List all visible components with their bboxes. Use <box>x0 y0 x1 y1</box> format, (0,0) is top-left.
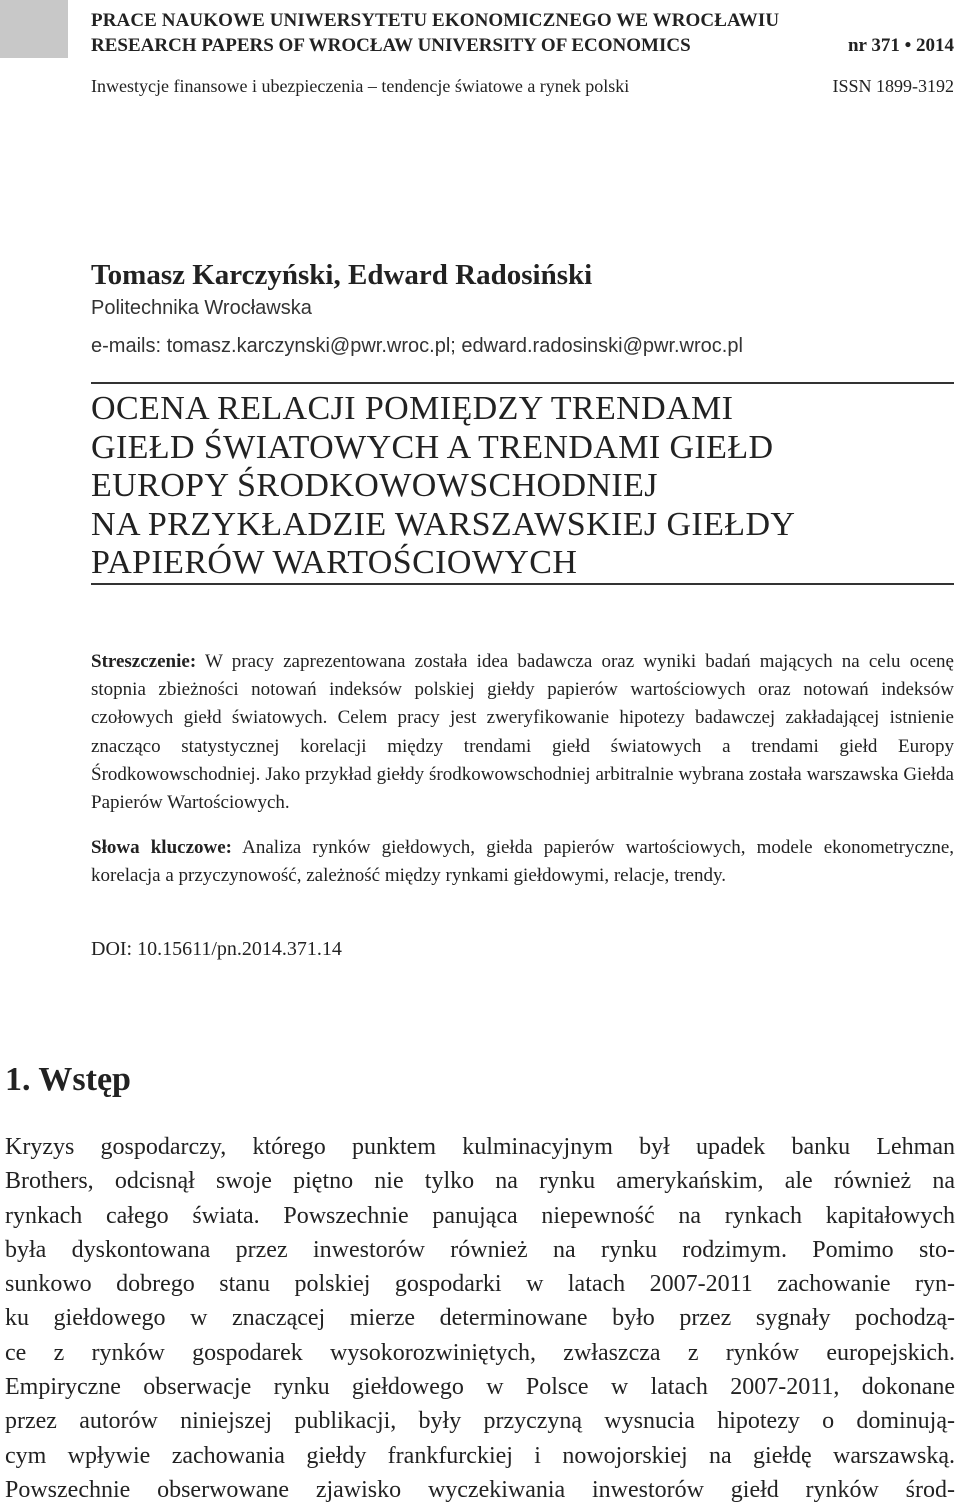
title-line: OCENA RELACJI POMIĘDZY TRENDAMI <box>91 390 734 427</box>
body-line: sunkowo dobrego stanu polskiej gospodarki w latach 2007-2011 zachowanie ryn- <box>5 1271 955 1298</box>
title-line: PAPIERÓW WARTOŚCIOWYCH <box>91 544 578 581</box>
body-line: ce z rynków gospodarek wysokorozwiniętych, zwłaszcza z rynków europejskich. <box>5 1339 955 1366</box>
section-heading: 1. Wstęp <box>5 1061 131 1098</box>
body-line: cym wpływie zachowania giełdy frankfurckiej i nowojorskiej na giełdę warszawską. <box>5 1442 955 1469</box>
body-line: Powszechnie obserwowane zjawisko wyczekiwania inwestorów giełd rynków środ- <box>5 1476 955 1503</box>
body-paragraph <box>5 1130 955 1507</box>
series-title: Inwestycje finansowe i ubezpieczenia – tendencje światowe a rynek polski <box>91 76 630 96</box>
body-line: Kryzys gospodarczy, którego punktem kulminacyjnym był upadek banku Lehman <box>5 1134 955 1160</box>
abstract-label: Streszczenie: <box>91 651 197 672</box>
body-line: Empiryczne obserwacje rynku giełdowego w Polsce w latach 2007-2011, dokonane <box>5 1374 955 1401</box>
keywords-label: Słowa kluczowe: <box>91 837 233 858</box>
journal-name-polish: PRACE NAUKOWE UNIWERSYTETU EKONOMICZNEGO WE WROCŁAWIU <box>91 10 780 31</box>
title-rule-bottom <box>91 583 954 585</box>
abstract <box>91 648 954 817</box>
title-rule-top <box>91 382 954 384</box>
header-gray-block <box>0 0 68 58</box>
keywords <box>91 834 954 890</box>
title-line: NA PRZYKŁADZIE WARSZAWSKIEJ GIEŁDY <box>91 505 796 543</box>
abstract-text: W pracy zaprezentowana została idea badawcza oraz wyniki badań mających na celu ocenę stopnia zbieżności notowań indeksów polskiej giełdy papierów wartościowych oraz notowań indeksów czołowych giełd światowych. Celem pracy jest zweryfikowanie hipotezy badawczej zakładającej istnienie znacząco statystycznej korelacji między trendami giełd światowych a trendami giełd Europy Środkowowschodniej. Jako przykład giełdy środkowowschodniej arbitralnie wybrana została warszawska Giełda Papierów Wartościowych. <box>91 651 954 814</box>
title-line: EUROPY ŚRODKOWOWSCHODNIEJ <box>91 467 658 504</box>
issue-number: nr 371 • 2014 <box>847 35 954 56</box>
article-title <box>91 390 795 583</box>
journal-name-english: RESEARCH PAPERS OF WROCŁAW UNIVERSITY OF ECONOMICS <box>91 35 691 56</box>
body-line: Brothers, odcisnął swoje piętno nie tylko na rynku amerykańskim, ale również na <box>5 1168 955 1195</box>
issn: ISSN 1899-3192 <box>832 76 954 96</box>
body-line: była dyskontowana przez inwestorów również na rynku rodzimym. Pomimo sto- <box>5 1236 955 1263</box>
author-emails: e-mails: tomasz.karczynski@pwr.wroc.pl; edward.radosinski@pwr.wroc.pl <box>91 335 743 357</box>
author-names: Tomasz Karczyński, Edward Radosiński <box>91 259 593 291</box>
body-line: przez autorów niniejszej publikacji, były przyczyną wysnucia hipotezy o dominują- <box>5 1408 955 1435</box>
title-line: GIEŁD ŚWIATOWYCH A TRENDAMI GIEŁD <box>91 428 774 466</box>
keywords-text: Analiza rynków giełdowych, giełda papierów wartościowych, modele ekonometryczne, korelacja a przyczynowość, zależność między rynkami giełdowymi, relacje, trendy. <box>91 837 955 887</box>
doi: DOI: 10.15611/pn.2014.371.14 <box>91 938 342 960</box>
affiliation: Politechnika Wrocławska <box>91 297 312 319</box>
body-line: ku giełdowego w znaczącej mierze determinowane było przez sygnały pochodzą- <box>5 1305 955 1332</box>
body-line: rynkach całego świata. Powszechnie panująca niepewność na rynkach kapitałowych <box>5 1202 955 1229</box>
